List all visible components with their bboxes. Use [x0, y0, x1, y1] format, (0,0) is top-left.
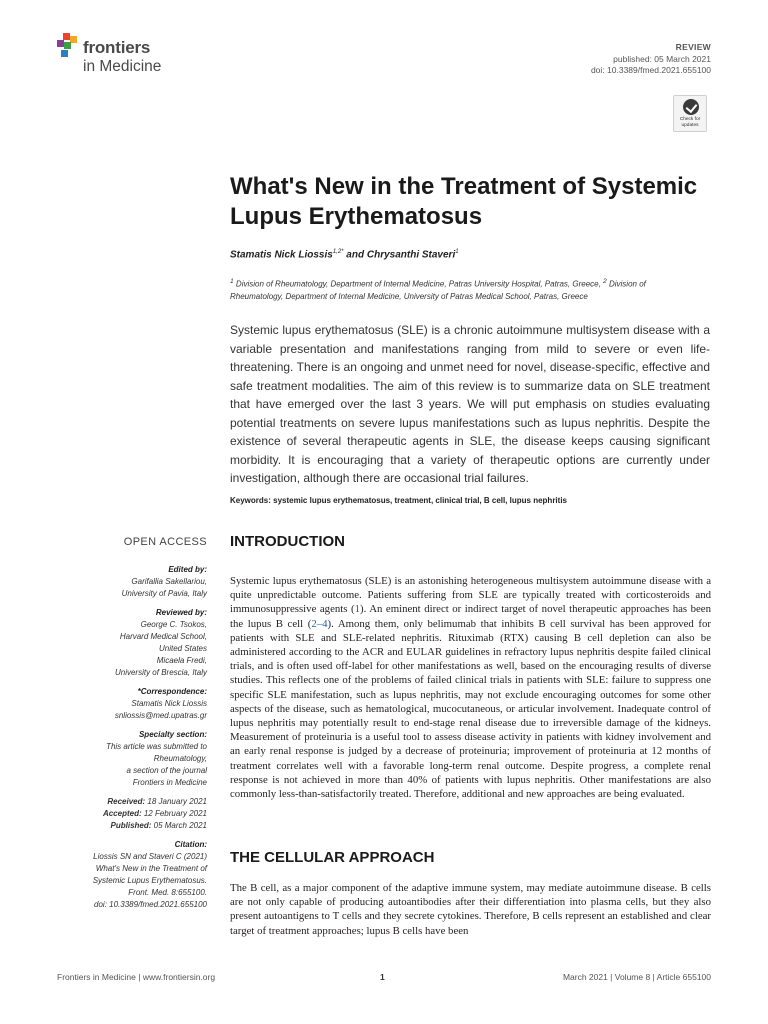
accepted-label: Accepted: — [102, 809, 142, 818]
section-heading-introduction: INTRODUCTION — [230, 533, 345, 550]
affiliation-text: Division of Rheumatology, Department of Internal Medicine, University of Patras Medical School, Patras, Greece — [230, 279, 646, 302]
affil-marker: 2 — [603, 278, 607, 285]
citation-text: Liossis SN and Staveri C (2021) — [93, 852, 207, 861]
author-list — [230, 249, 459, 260]
specialty-text: a section of the journal — [126, 766, 207, 775]
reference-link[interactable]: 2–4 — [311, 617, 328, 630]
section-heading-cellular-approach: THE CELLULAR APPROACH — [230, 849, 435, 866]
correspondence-email[interactable]: snliossis@med.upatras.gr — [114, 711, 207, 720]
reference-link[interactable]: 1 — [354, 603, 360, 616]
keywords: Keywords: systemic lupus erythematosus, treatment, clinical trial, B cell, lupus nephritis — [230, 496, 567, 505]
affiliations — [230, 276, 700, 304]
reviewer-name: Micaela Fredi, — [156, 656, 207, 665]
logo-brand: frontiers — [83, 38, 151, 57]
reviewed-by-heading: Reviewed by: — [155, 608, 207, 617]
open-access-label: OPEN ACCESS — [123, 536, 207, 548]
citation-text: Systemic Lupus Erythematosus. — [92, 876, 207, 885]
article-title: What's New in the Treatment of Systemic Lupus Erythematosus — [230, 173, 698, 230]
cellular-approach-paragraph: The B cell, as a major component of the adaptive immune system, may mediate autoimmune disease. B cells are not only capable of producing autoantibodies after their differentiation into plasma cells, but they also present autoantigens to T cells and they secrete cytokines. Therefore, B cells represent an established and clear target of treatment approaches; lupus B cells have been — [230, 882, 711, 937]
published-label: Published: — [110, 821, 152, 830]
reviewer-affiliation: United States — [158, 644, 207, 653]
check-updates-label: Check for updates — [679, 117, 701, 128]
reviewer-affiliation: Harvard Medical School, — [119, 632, 207, 641]
journal-logo[interactable] — [57, 33, 187, 79]
footer-journal-link[interactable]: Frontiers in Medicine | www.frontiersin.org — [57, 972, 216, 982]
logo-journal: in Medicine — [83, 58, 162, 75]
article-sidebar — [57, 535, 207, 911]
introduction-paragraph — [230, 574, 711, 801]
reviewer-affiliation: University of Brescia, Italy — [114, 668, 207, 677]
reviewer-name: George C. Tsokos, — [140, 620, 207, 629]
edited-by-heading: Edited by: — [168, 565, 207, 574]
citation-doi[interactable]: doi: 10.3389/fmed.2021.655100 — [94, 900, 207, 909]
citation-heading: Citation: — [174, 840, 207, 849]
published-date: published: 05 March 2021 — [613, 53, 711, 64]
accepted-date — [57, 808, 207, 820]
correspondence-heading: *Correspondence: — [137, 687, 207, 696]
check-for-updates-badge[interactable] — [673, 95, 707, 132]
body-text: Systemic lupus erythematosus (SLE) is an astonishing heterogeneous multisystem autoimmune disease with a quite unpredictable outcome. Patients suffering from SLE are typically treated with corticosteroids and immunosuppressive agents ( — [230, 575, 711, 616]
author-name[interactable]: Stamatis Nick Liossis — [230, 249, 333, 261]
correspondence-name: Stamatis Nick Liossis — [131, 699, 207, 708]
citation-text: What's New in the Treatment of — [95, 864, 207, 873]
author-affil-marker: 1,2* — [332, 249, 344, 255]
page-number: 1 — [380, 972, 385, 982]
specialty-text: Frontiers in Medicine — [132, 778, 207, 787]
received-value: 18 January 2021 — [145, 797, 207, 806]
abstract: Systemic lupus erythematosus (SLE) is a chronic autoimmune multisystem disease with a variable presentation and manifestations ranging from mild to severe or even life-threatening. There is an ongoing and unmet need for novel, disease-specific, effective and safe treatment modalities. The aim of this review is to summarize data on SLE treatment that have emerged over the last 3 years. We will put emphasis on studies evaluating potential treatments on severe lupus manifestations such as lupus nephritis. Despite the existence of several therapeutic agents in SLE, the disease keeps causing significant morbidity. It is encouraging that a variety of therapeutic options are currently under investigation, although there are occasional trial failures. — [230, 323, 710, 485]
received-date — [57, 796, 207, 808]
citation-text: Front. Med. 8:655100. — [128, 888, 207, 897]
check-icon — [683, 99, 699, 115]
body-text: ). Among them, only belimumab that inhibits B cell survival has been approved for patients with SLE and SLE-related nephritis. Rituximab (RTX) causing B cell depletion can also be administered according to the ACR and EULAR guidelines in refractory lupus nephritis despite failed clinical trials, and is often used off-label for other manifestations as well, based on the encouraging results of diverse studies. This reflects one of the problems of failed clinical trials in patients with SLE: failure to suppress one specific SLE manifestation, such as lupus nephritis, may not exclude encouraging outcomes for some other aspects of the disease, such as hematological, mucocutaneous, or articular involvement. Inadequate control of lupus nephritis may potentially result to end-stage renal disease due to irreversible damage of the kidneys. Measurement of proteinuria is a useful tool to assess disease activity in patients with kidney involvement and an early renal response is judged by a decrease of proteinuria; improvement of proteinuria at 12 months of treatment correlates well with a favorable long-term renal outcome. Despite progress, a complete renal response is not achieved in more than 40% of patients with lupus nephritis. Other manifestations are also commonly less-than-satisfactorily treated. Therefore, additional and new approaches are being evaluated. — [230, 617, 712, 801]
received-label: Received: — [107, 797, 146, 806]
accepted-value: 12 February 2021 — [141, 809, 207, 818]
body-text: ). An eminent direct or indirect target of novel therapeutic approaches has been the lupus B cell ( — [230, 603, 711, 630]
specialty-text: This article was submitted to — [106, 742, 207, 751]
specialty-heading: Specialty section: — [138, 730, 207, 739]
author-conjunction: and — [343, 249, 367, 261]
author-name[interactable]: Chrysanthi Staveri — [366, 249, 456, 261]
affil-marker: 1 — [230, 278, 234, 285]
published-date-sidebar — [57, 820, 207, 832]
editor-name: Garifallia Sakellariou, — [131, 577, 207, 586]
frontiers-logo-icon — [57, 33, 79, 59]
editor-affiliation: University of Pavia, Italy — [121, 589, 207, 598]
affiliation-text: Division of Rheumatology, Department of Internal Medicine, Patras University Hospital, Patras, Greece, — [233, 279, 604, 289]
specialty-text: Rheumatology, — [153, 754, 207, 763]
author-affil-marker: 1 — [455, 249, 459, 255]
article-meta — [591, 42, 711, 77]
article-type: REVIEW — [675, 42, 711, 52]
article-doi[interactable]: doi: 10.3389/fmed.2021.655100 — [590, 65, 711, 75]
footer-issue-info: March 2021 | Volume 8 | Article 655100 — [562, 972, 711, 982]
published-value: 05 March 2021 — [151, 821, 207, 830]
